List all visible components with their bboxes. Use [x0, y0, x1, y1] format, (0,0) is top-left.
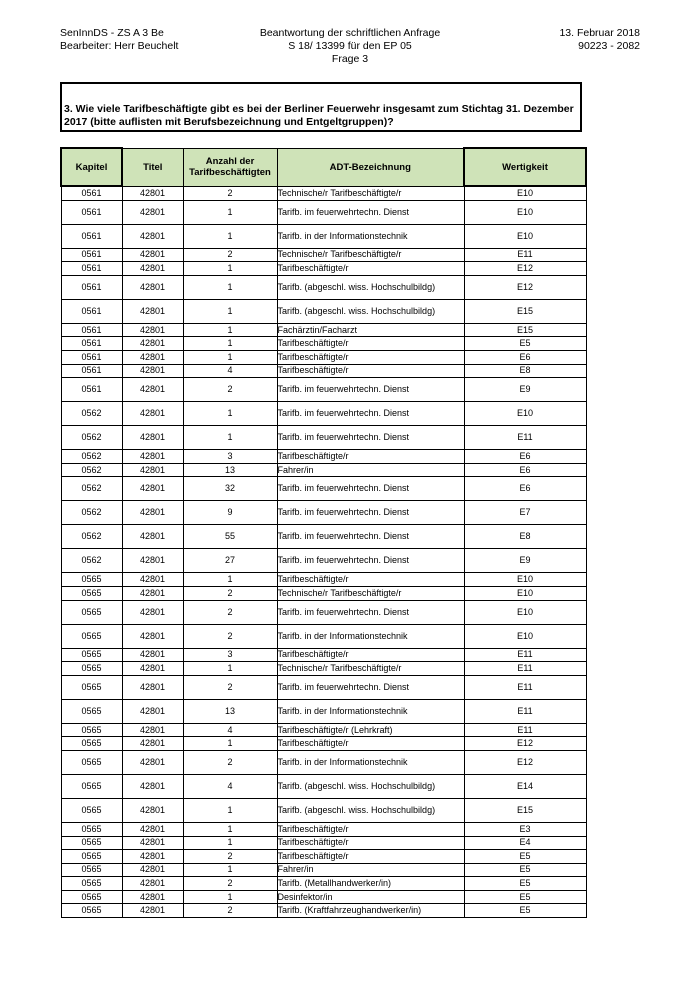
adt-bezeichnung-cell: Tarifbeschäftigte/r — [277, 822, 464, 836]
anzahl-cell: 3 — [183, 648, 277, 662]
wertigkeit-cell: E9 — [464, 378, 586, 402]
wertigkeit-cell: E11 — [464, 675, 586, 699]
anzahl-cell: 1 — [183, 224, 277, 248]
table-row — [61, 774, 586, 798]
anzahl-cell: 1 — [183, 299, 277, 323]
table-row — [61, 200, 586, 224]
wertigkeit-cell: E9 — [464, 549, 586, 573]
adt-bezeichnung-cell: Tarifbeschäftigte/r — [277, 450, 464, 464]
table-row — [61, 299, 586, 323]
wertigkeit-cell: E15 — [464, 299, 586, 323]
anzahl-cell: 2 — [183, 186, 277, 200]
wertigkeit-cell: E4 — [464, 836, 586, 850]
table-row — [61, 364, 586, 378]
adt-bezeichnung-cell: Fachärztin/Facharzt — [277, 323, 464, 337]
titel-cell: 42801 — [122, 275, 183, 299]
table-row — [61, 624, 586, 648]
anzahl-cell: 1 — [183, 275, 277, 299]
titel-cell: 42801 — [122, 501, 183, 525]
kapitel-cell: 0562 — [61, 549, 122, 573]
anzahl-cell: 2 — [183, 877, 277, 891]
anzahl-cell: 2 — [183, 586, 277, 600]
wertigkeit-cell: E11 — [464, 426, 586, 450]
kapitel-cell: 0561 — [61, 323, 122, 337]
adt-bezeichnung-cell: Tarifbeschäftigte/r — [277, 836, 464, 850]
titel-cell: 42801 — [122, 364, 183, 378]
kapitel-cell: 0561 — [61, 262, 122, 276]
table-row — [61, 224, 586, 248]
table-row — [61, 248, 586, 262]
titel-cell: 42801 — [122, 836, 183, 850]
adt-bezeichnung-cell: Tarifbeschäftigte/r — [277, 262, 464, 276]
header-left — [60, 27, 178, 53]
titel-cell: 42801 — [122, 378, 183, 402]
titel-cell: 42801 — [122, 890, 183, 904]
wertigkeit-cell: E5 — [464, 890, 586, 904]
kapitel-cell: 0561 — [61, 186, 122, 200]
wertigkeit-cell: E11 — [464, 662, 586, 676]
wertigkeit-cell: E10 — [464, 200, 586, 224]
wertigkeit-cell: E11 — [464, 723, 586, 737]
adt-bezeichnung-cell: Tarifb. in der Informationstechnik — [277, 699, 464, 723]
table-row — [61, 450, 586, 464]
kapitel-cell: 0561 — [61, 364, 122, 378]
adt-bezeichnung-cell: Desinfektor/in — [277, 890, 464, 904]
wertigkeit-cell: E6 — [464, 477, 586, 501]
anzahl-cell: 1 — [183, 262, 277, 276]
anzahl-cell: 4 — [183, 723, 277, 737]
titel-cell: 42801 — [122, 426, 183, 450]
wertigkeit-cell: E5 — [464, 337, 586, 351]
table-row — [61, 426, 586, 450]
adt-bezeichnung-cell: Tarifb. (Metallhandwerker/in) — [277, 877, 464, 891]
kapitel-cell: 0565 — [61, 600, 122, 624]
titel-cell: 42801 — [122, 350, 183, 364]
inquiry-reference: S 18/ 13399 für den EP 05 — [288, 40, 412, 52]
adt-bezeichnung-cell: Technische/r Tarifbeschäftigte/r — [277, 186, 464, 200]
titel-cell: 42801 — [122, 299, 183, 323]
table-row — [61, 699, 586, 723]
anzahl-cell: 27 — [183, 549, 277, 573]
wertigkeit-cell: E10 — [464, 186, 586, 200]
titel-cell: 42801 — [122, 463, 183, 477]
kapitel-cell: 0561 — [61, 248, 122, 262]
wertigkeit-cell: E10 — [464, 224, 586, 248]
kapitel-cell: 0565 — [61, 624, 122, 648]
kapitel-cell: 0565 — [61, 662, 122, 676]
wertigkeit-cell: E6 — [464, 450, 586, 464]
titel-cell: 42801 — [122, 624, 183, 648]
titel-cell: 42801 — [122, 822, 183, 836]
wertigkeit-cell: E12 — [464, 262, 586, 276]
table-row — [61, 600, 586, 624]
titel-cell: 42801 — [122, 477, 183, 501]
wertigkeit-cell: E12 — [464, 737, 586, 751]
anzahl-cell: 9 — [183, 501, 277, 525]
adt-bezeichnung-cell: Tarifb. (abgeschl. wiss. Hochschulbildg) — [277, 774, 464, 798]
titel-cell: 42801 — [122, 549, 183, 573]
table-row — [61, 890, 586, 904]
table-row — [61, 737, 586, 751]
anzahl-cell: 1 — [183, 822, 277, 836]
wertigkeit-cell: E5 — [464, 877, 586, 891]
column-header-kapitel: Kapitel — [61, 148, 122, 186]
anzahl-cell: 2 — [183, 750, 277, 774]
anzahl-cell: 3 — [183, 450, 277, 464]
wertigkeit-cell: E8 — [464, 364, 586, 378]
titel-cell: 42801 — [122, 402, 183, 426]
wertigkeit-cell: E12 — [464, 750, 586, 774]
kapitel-cell: 0565 — [61, 737, 122, 751]
kapitel-cell: 0565 — [61, 798, 122, 822]
titel-cell: 42801 — [122, 904, 183, 918]
wertigkeit-cell: E11 — [464, 248, 586, 262]
kapitel-cell: 0565 — [61, 723, 122, 737]
titel-cell: 42801 — [122, 600, 183, 624]
table-row — [61, 323, 586, 337]
table-body — [61, 186, 586, 918]
titel-cell: 42801 — [122, 224, 183, 248]
kapitel-cell: 0565 — [61, 836, 122, 850]
table-row — [61, 822, 586, 836]
table-row — [61, 477, 586, 501]
table-row — [61, 798, 586, 822]
adt-bezeichnung-cell: Tarifb. in der Informationstechnik — [277, 224, 464, 248]
table-row — [61, 573, 586, 587]
table-row — [61, 378, 586, 402]
anzahl-cell: 1 — [183, 662, 277, 676]
question-number: Frage 3 — [331, 53, 369, 65]
kapitel-cell: 0565 — [61, 774, 122, 798]
table-row — [61, 723, 586, 737]
wertigkeit-cell: E14 — [464, 774, 586, 798]
column-header-wertigkeit: Wertigkeit — [464, 148, 586, 186]
anzahl-cell: 1 — [183, 890, 277, 904]
adt-bezeichnung-cell: Tarifb. (abgeschl. wiss. Hochschulbildg) — [277, 299, 464, 323]
adt-bezeichnung-cell: Tarifb. in der Informationstechnik — [277, 624, 464, 648]
anzahl-cell: 2 — [183, 248, 277, 262]
titel-cell: 42801 — [122, 699, 183, 723]
anzahl-cell: 1 — [183, 836, 277, 850]
adt-bezeichnung-cell: Tarifbeschäftigte/r (Lehrkraft) — [277, 723, 464, 737]
titel-cell: 42801 — [122, 262, 183, 276]
wertigkeit-cell: E10 — [464, 600, 586, 624]
table-row — [61, 850, 586, 864]
anzahl-cell: 1 — [183, 426, 277, 450]
adt-bezeichnung-cell: Tarifbeschäftigte/r — [277, 648, 464, 662]
titel-cell: 42801 — [122, 723, 183, 737]
wertigkeit-cell: E5 — [464, 850, 586, 864]
table-row — [61, 501, 586, 525]
table-row — [61, 350, 586, 364]
anzahl-cell: 32 — [183, 477, 277, 501]
titel-cell: 42801 — [122, 877, 183, 891]
titel-cell: 42801 — [122, 525, 183, 549]
anzahl-cell: 1 — [183, 863, 277, 877]
kapitel-cell: 0561 — [61, 378, 122, 402]
table-row — [61, 186, 586, 200]
column-header-anzahl: Anzahl der Tarifbeschäftigten — [183, 148, 277, 186]
table-header-row — [61, 148, 586, 186]
adt-bezeichnung-cell: Tarifb. im feuerwehrtechn. Dienst — [277, 525, 464, 549]
titel-cell: 42801 — [122, 737, 183, 751]
kapitel-cell: 0565 — [61, 675, 122, 699]
wertigkeit-cell: E10 — [464, 573, 586, 587]
wertigkeit-cell: E8 — [464, 525, 586, 549]
document-date: 13. Februar 2018 — [559, 27, 640, 39]
wertigkeit-cell: E7 — [464, 501, 586, 525]
adt-bezeichnung-cell: Tarifb. im feuerwehrtechn. Dienst — [277, 402, 464, 426]
table-row — [61, 402, 586, 426]
titel-cell: 42801 — [122, 248, 183, 262]
titel-cell: 42801 — [122, 573, 183, 587]
header-right — [559, 27, 640, 53]
adt-bezeichnung-cell: Tarifbeschäftigte/r — [277, 573, 464, 587]
adt-bezeichnung-cell: Fahrer/in — [277, 863, 464, 877]
anzahl-cell: 55 — [183, 525, 277, 549]
kapitel-cell: 0565 — [61, 750, 122, 774]
table-row — [61, 463, 586, 477]
kapitel-cell: 0565 — [61, 586, 122, 600]
kapitel-cell: 0565 — [61, 699, 122, 723]
adt-bezeichnung-cell: Tarifb. im feuerwehrtechn. Dienst — [277, 477, 464, 501]
column-header-titel: Titel — [122, 148, 183, 186]
editor-line: Bearbeiter: Herr Beuchelt — [60, 40, 179, 52]
adt-bezeichnung-cell: Tarifb. (abgeschl. wiss. Hochschulbildg) — [277, 275, 464, 299]
adt-bezeichnung-cell: Tarifbeschäftigte/r — [277, 737, 464, 751]
kapitel-cell: 0565 — [61, 648, 122, 662]
adt-bezeichnung-cell: Technische/r Tarifbeschäftigte/r — [277, 662, 464, 676]
table-row — [61, 337, 586, 351]
adt-bezeichnung-cell: Tarifbeschäftigte/r — [277, 350, 464, 364]
anzahl-cell: 4 — [183, 774, 277, 798]
adt-bezeichnung-cell: Technische/r Tarifbeschäftigte/r — [277, 248, 464, 262]
titel-cell: 42801 — [122, 675, 183, 699]
wertigkeit-cell: E5 — [464, 904, 586, 918]
employee-table — [60, 147, 587, 918]
kapitel-cell: 0562 — [61, 477, 122, 501]
table-row — [61, 836, 586, 850]
table-row — [61, 675, 586, 699]
kapitel-cell: 0562 — [61, 525, 122, 549]
kapitel-cell: 0565 — [61, 877, 122, 891]
titel-cell: 42801 — [122, 850, 183, 864]
anzahl-cell: 13 — [183, 463, 277, 477]
wertigkeit-cell: E11 — [464, 699, 586, 723]
adt-bezeichnung-cell: Fahrer/in — [277, 463, 464, 477]
adt-bezeichnung-cell: Tarifb. im feuerwehrtechn. Dienst — [277, 200, 464, 224]
adt-bezeichnung-cell: Tarifb. (abgeschl. wiss. Hochschulbildg) — [277, 798, 464, 822]
kapitel-cell: 0561 — [61, 337, 122, 351]
department-line: SenInnDS - ZS A 3 Be — [60, 27, 164, 39]
adt-bezeichnung-cell: Technische/r Tarifbeschäftigte/r — [277, 586, 464, 600]
adt-bezeichnung-cell: Tarifbeschäftigte/r — [277, 364, 464, 378]
wertigkeit-cell: E5 — [464, 863, 586, 877]
adt-bezeichnung-cell: Tarifb. im feuerwehrtechn. Dienst — [277, 675, 464, 699]
titel-cell: 42801 — [122, 323, 183, 337]
phone-number: 90223 - 2082 — [578, 40, 640, 52]
anzahl-cell: 2 — [183, 850, 277, 864]
wertigkeit-cell: E10 — [464, 624, 586, 648]
table-row — [61, 525, 586, 549]
adt-bezeichnung-cell: Tarifbeschäftigte/r — [277, 850, 464, 864]
kapitel-cell: 0565 — [61, 850, 122, 864]
anzahl-cell: 2 — [183, 904, 277, 918]
table-row — [61, 549, 586, 573]
kapitel-cell: 0562 — [61, 426, 122, 450]
kapitel-cell: 0565 — [61, 890, 122, 904]
table-row — [61, 262, 586, 276]
adt-bezeichnung-cell: Tarifb. im feuerwehrtechn. Dienst — [277, 378, 464, 402]
titel-cell: 42801 — [122, 586, 183, 600]
kapitel-cell: 0562 — [61, 463, 122, 477]
wertigkeit-cell: E3 — [464, 822, 586, 836]
wertigkeit-cell: E10 — [464, 586, 586, 600]
anzahl-cell: 1 — [183, 798, 277, 822]
kapitel-cell: 0561 — [61, 299, 122, 323]
kapitel-cell: 0561 — [61, 200, 122, 224]
anzahl-cell: 1 — [183, 402, 277, 426]
question-text: 3. Wie viele Tarifbeschäftigte gibt es bei der Berliner Feuerwehr insgesamt zum Stichtag 31. Dezember 2017 (bitte auflisten mit Berufsbezeichnung und Entgeltgruppen)? — [64, 103, 574, 128]
anzahl-cell: 2 — [183, 624, 277, 648]
kapitel-cell: 0565 — [61, 863, 122, 877]
kapitel-cell: 0562 — [61, 402, 122, 426]
kapitel-cell: 0561 — [61, 224, 122, 248]
kapitel-cell: 0562 — [61, 501, 122, 525]
table-row — [61, 662, 586, 676]
anzahl-cell: 4 — [183, 364, 277, 378]
table-row — [61, 586, 586, 600]
wertigkeit-cell: E6 — [464, 463, 586, 477]
table-row — [61, 904, 586, 918]
adt-bezeichnung-cell: Tarifb. (Kraftfahrzeughandwerker/in) — [277, 904, 464, 918]
titel-cell: 42801 — [122, 648, 183, 662]
wertigkeit-cell: E15 — [464, 323, 586, 337]
anzahl-cell: 1 — [183, 323, 277, 337]
anzahl-cell: 1 — [183, 350, 277, 364]
anzahl-cell: 2 — [183, 600, 277, 624]
titel-cell: 42801 — [122, 662, 183, 676]
table-row — [61, 750, 586, 774]
adt-bezeichnung-cell: Tarifb. im feuerwehrtechn. Dienst — [277, 600, 464, 624]
adt-bezeichnung-cell: Tarifb. in der Informationstechnik — [277, 750, 464, 774]
anzahl-cell: 1 — [183, 200, 277, 224]
adt-bezeichnung-cell: Tarifb. im feuerwehrtechn. Dienst — [277, 426, 464, 450]
table-row — [61, 275, 586, 299]
titel-cell: 42801 — [122, 186, 183, 200]
kapitel-cell: 0562 — [61, 450, 122, 464]
kapitel-cell: 0565 — [61, 904, 122, 918]
wertigkeit-cell: E6 — [464, 350, 586, 364]
titel-cell: 42801 — [122, 863, 183, 877]
titel-cell: 42801 — [122, 337, 183, 351]
kapitel-cell: 0565 — [61, 822, 122, 836]
anzahl-cell: 13 — [183, 699, 277, 723]
titel-cell: 42801 — [122, 750, 183, 774]
table-row — [61, 863, 586, 877]
wertigkeit-cell: E10 — [464, 402, 586, 426]
titel-cell: 42801 — [122, 450, 183, 464]
kapitel-cell: 0561 — [61, 275, 122, 299]
anzahl-cell: 2 — [183, 675, 277, 699]
titel-cell: 42801 — [122, 200, 183, 224]
table-row — [61, 877, 586, 891]
anzahl-cell: 1 — [183, 573, 277, 587]
table-row — [61, 648, 586, 662]
question-box — [60, 82, 582, 132]
anzahl-cell: 1 — [183, 337, 277, 351]
adt-bezeichnung-cell: Tarifbeschäftigte/r — [277, 337, 464, 351]
anzahl-cell: 1 — [183, 737, 277, 751]
document-title: Beantwortung der schriftlichen Anfrage — [259, 27, 441, 39]
wertigkeit-cell: E15 — [464, 798, 586, 822]
kapitel-cell: 0561 — [61, 350, 122, 364]
wertigkeit-cell: E11 — [464, 648, 586, 662]
header-center — [200, 27, 500, 66]
titel-cell: 42801 — [122, 774, 183, 798]
adt-bezeichnung-cell: Tarifb. im feuerwehrtechn. Dienst — [277, 501, 464, 525]
column-header-adt-bezeichnung: ADT-Bezeichnung — [277, 148, 464, 186]
kapitel-cell: 0565 — [61, 573, 122, 587]
wertigkeit-cell: E12 — [464, 275, 586, 299]
anzahl-cell: 2 — [183, 378, 277, 402]
adt-bezeichnung-cell: Tarifb. im feuerwehrtechn. Dienst — [277, 549, 464, 573]
titel-cell: 42801 — [122, 798, 183, 822]
